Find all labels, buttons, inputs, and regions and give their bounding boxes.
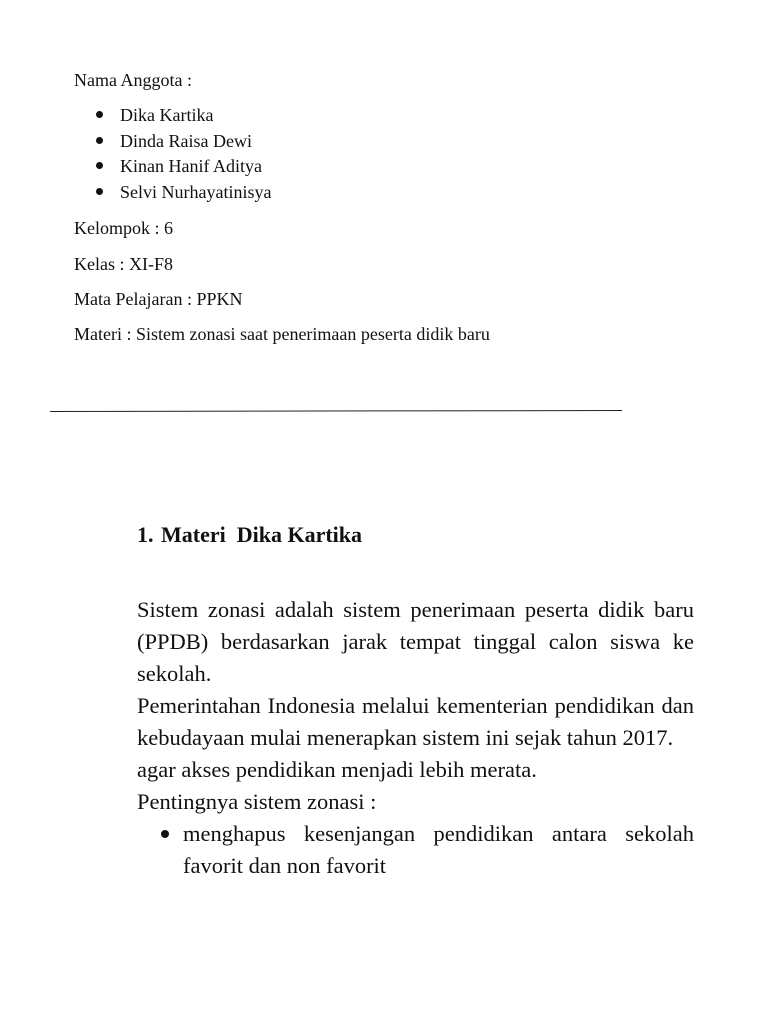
section-body	[137, 594, 694, 882]
member-list	[96, 104, 271, 206]
members-label: Nama Anggota :	[74, 70, 192, 90]
list-item	[96, 130, 271, 156]
kelas-line: Kelas : XI-F8	[74, 254, 173, 274]
bullet-icon	[96, 188, 103, 195]
section-number: 1.	[137, 522, 154, 547]
section-title: Materi Dika Kartika	[161, 522, 363, 547]
member-name: Selvi Nurhayatinisya	[120, 181, 272, 202]
list-item	[137, 818, 694, 882]
member-name: Kinan Hanif Aditya	[120, 156, 262, 176]
list-item	[96, 104, 271, 130]
paragraph: Sistem zonasi adalah sistem penerimaan peserta didik baru (PPDB) berdasarkan jarak tempat tinggal calon siswa ke sekolah.	[137, 597, 694, 686]
list-item	[96, 181, 271, 207]
bullet-icon	[96, 111, 103, 118]
materi-line: Materi : Sistem zonasi saat penerimaan peserta didik baru	[74, 324, 490, 344]
section-heading	[137, 520, 362, 550]
list-item	[96, 155, 271, 181]
paragraph: Pentingnya sistem zonasi :	[137, 789, 377, 814]
member-name: Dika Kartika	[120, 105, 214, 125]
bullet-icon	[96, 162, 103, 169]
importance-list	[137, 818, 694, 882]
mata-pelajaran-line: Mata Pelajaran : PPKN	[74, 289, 243, 309]
bullet-text: menghapus kesenjangan pendidikan antara sekolah favorit dan non favorit	[183, 821, 694, 878]
bullet-icon	[161, 830, 169, 838]
member-name: Dinda Raisa Dewi	[120, 130, 252, 151]
bullet-icon	[96, 137, 103, 144]
paragraph: agar akses pendidikan menjadi lebih merata.	[137, 757, 537, 782]
horizontal-divider	[50, 410, 622, 412]
kelompok-line: Kelompok : 6	[74, 218, 173, 238]
paragraph: Pemerintahan Indonesia melalui kementerian pendidikan dan kebudayaan mulai menerapkan sistem ini sejak tahun 2017.	[137, 693, 694, 750]
